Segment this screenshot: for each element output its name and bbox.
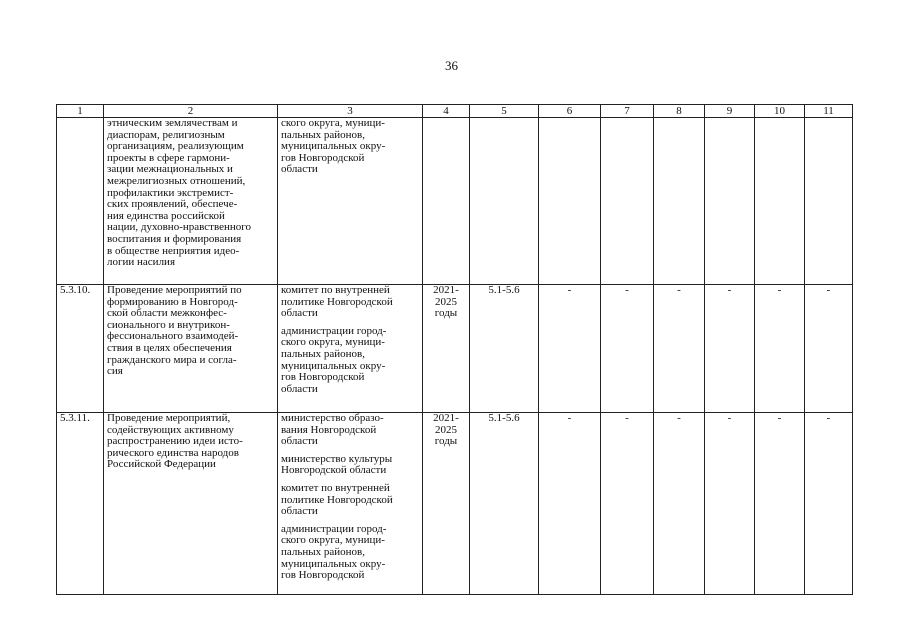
column-number: 7 (601, 105, 654, 118)
column-number: 2 (104, 105, 278, 118)
column-number: 4 (423, 105, 470, 118)
column-number: 8 (654, 105, 705, 118)
period: 2021- 2025 годы (423, 285, 470, 413)
value-cell: - (654, 413, 705, 595)
executor: министерство образо- вания Новгородской области (281, 412, 384, 448)
column-number: 11 (805, 105, 853, 118)
measure-number-cell (57, 118, 104, 285)
column-number: 10 (755, 105, 805, 118)
executor: администрации город- ского округа, муници- пальных районов, муниципальных окру- гов Новгородской (281, 522, 387, 582)
value-cell: - (755, 413, 805, 595)
column-number: 6 (539, 105, 601, 118)
table-row (57, 413, 853, 595)
measures-table (56, 104, 853, 595)
table-row-continuation (57, 118, 853, 285)
executor: комитет по внутренней политике Новгородской области (281, 481, 393, 518)
value-cell: - (705, 285, 755, 413)
executor: администрации город- ского округа, муници- пальных районов, муниципальных окру- гов Новгородской области (281, 324, 387, 395)
measure-description: Проведение мероприятий по формированию в Новгород- ской области межконфес- сионального и внутрикон- фессионального взаимодей- ствия в целях обеспечения гражданского мира и согла- сия (104, 285, 278, 413)
column-number: 5 (470, 105, 539, 118)
target-indicators: 5.1-5.6 (470, 413, 539, 595)
page-number: 36 (445, 58, 458, 73)
measure-number: 5.3.10. (57, 285, 104, 413)
executor: комитет по внутренней политике Новгородской области (281, 284, 393, 320)
target-indicators: 5.1-5.6 (470, 285, 539, 413)
value-cell: - (601, 285, 654, 413)
column-numbers-row (57, 105, 853, 118)
executors-list (278, 413, 423, 595)
value-cell: - (601, 413, 654, 595)
measure-description: Проведение мероприятий, содействующих активному распространению идеи исто- рического единства народов Российской Федерации (104, 413, 278, 595)
value-cell: - (805, 285, 853, 413)
value-cell: - (654, 285, 705, 413)
value-cell: - (705, 413, 755, 595)
column-number: 3 (278, 105, 423, 118)
value-cell: - (539, 285, 601, 413)
value-cell: - (805, 413, 853, 595)
measure-number: 5.3.11. (57, 413, 104, 595)
executor: министерство культуры Новгородской области (281, 452, 393, 477)
executors-list (278, 285, 423, 413)
executors-cell: ского округа, муници- пальных районов, муниципальных окру- гов Новгородской области (278, 118, 423, 285)
value-cell: - (539, 413, 601, 595)
table-row (57, 285, 853, 413)
column-number: 1 (57, 105, 104, 118)
measure-description-cell: этническим землячествам и диаспорам, религиозным организациям, реализующим проекты в сфере гармони- зации межнациональных и межрелигиозных отношений, профилактики экстремист- ских проявлений, обеспече- ния единства российской нации, духовно-нравственного воспитания и формирования в обществе неприятия идео- логии насилия (104, 118, 278, 285)
column-number: 9 (705, 105, 755, 118)
value-cell: - (755, 285, 805, 413)
period: 2021- 2025 годы (423, 413, 470, 595)
